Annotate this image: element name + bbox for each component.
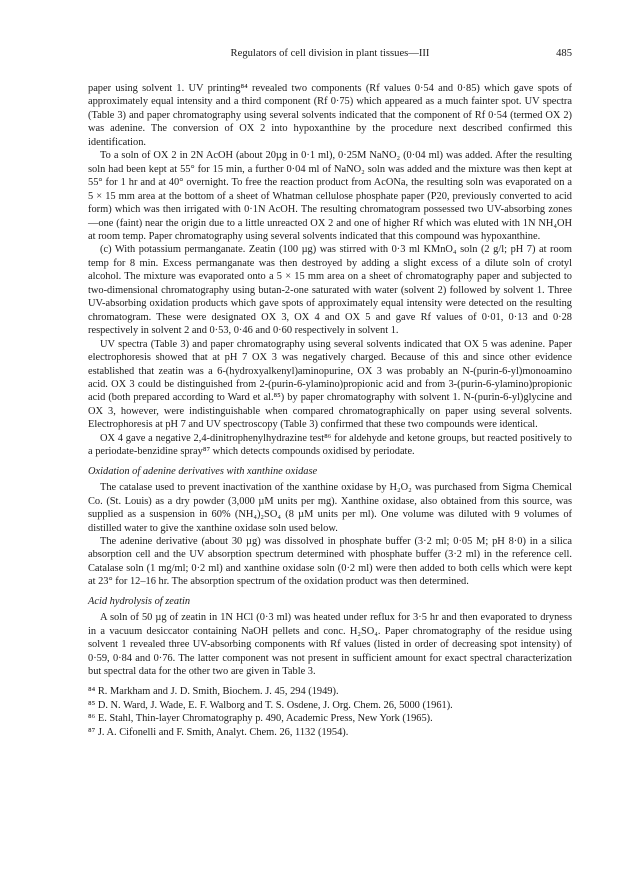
reference-number: ⁸⁴ bbox=[88, 686, 96, 698]
reference-item bbox=[88, 726, 572, 739]
reference-text: D. N. Ward, J. Wade, E. F. Walborg and T. S. Osdene, J. Org. Chem. 26, 5000 (1961). bbox=[97, 699, 453, 711]
paragraph-uv-spectra: UV spectra (Table 3) and paper chromatography using several solvents indicated that OX 5 was adenine. Paper electrophoresis showed that at pH 7 OX 3 was negatively charged. Because of this and since other evidence established that zeatin was a 6-(hydroxyalkenyl)aminopurine, OX 3 was probably an N-(purin-6-yl)monoamino acid. OX 3 could be distinguished from 2-(purin-6-ylamino)propionic acid and from 3-(purin-6-ylamino)propionic acid (both prepared according to Ward et al.⁸⁵) by paper chromatography with solvent 1. N-(purin-6-yl)glycine and OX 3, however, were indistinguishable when compared chromatographically on paper using several solvents. Electrophoresis at pH 7 and UV spectroscopy (Table 3) confirmed that these two compounds were identical. bbox=[88, 338, 572, 431]
page-number: 485 bbox=[556, 48, 572, 59]
reference-number: ⁸⁷ bbox=[88, 726, 96, 738]
article-body bbox=[88, 82, 572, 739]
paragraph-adenine-derivative: The adenine derivative (about 30 µg) was dissolved in phosphate buffer (3·2 ml; 0·05 M; pH 8·0) in a silica absorption cell and the UV absorption spectrum determined with phosphate buffer (3·2 ml) in the reference cell. Catalase soln (1 mg/ml; 0·2 ml) and xanthine oxidase soln (0·2 ml) were then added to both cells which were kept at 23° for 12–16 hr. The absorption spectrum of the oxidation product was then determined. bbox=[88, 535, 572, 588]
paragraph-continued: paper using solvent 1. UV printing⁸⁴ revealed two components (Rf values 0·54 and 0·85) which gave spots of approximately equal intensity and a third component (Rf 0·75) which appeared as a much fainter spot. UV spectra (Table 3) and paper chromatography using several solvents indicated that the component of Rf 0·54 (termed OX 2) was adenine. The conversion of OX 2 into hypoxanthine by the procedure next described confirmed this identification. bbox=[88, 83, 572, 148]
running-header bbox=[88, 47, 572, 61]
paragraph-ox4: OX 4 gave a negative 2,4-dinitrophenylhydrazine test⁸⁶ for aldehyde and ketone groups, but reacted positively to a periodate-benzidine spray⁸⁷ which detects compounds oxidised by periodate. bbox=[88, 432, 572, 458]
reference-item bbox=[88, 699, 572, 712]
paragraph-catalase: The catalase used to prevent inactivation of the xanthine oxidase by H₂O₂ was purchased from Sigma Chemical Co. (St. Louis) as a dry powder (3,000 µM units per mg). Xanthine oxidase, also obtained from this source, was supplied as a suspension in 60% (NH₄)₂SO₄ (8 µM units per ml). One volume was diluted with 9 volumes of distilled water to give the xanthine oxidase soln used below. bbox=[88, 482, 572, 534]
reference-item bbox=[88, 685, 572, 698]
reference-text: J. A. Cifonelli and F. Smith, Analyt. Chem. 26, 1132 (1954). bbox=[97, 726, 349, 738]
paragraph-permanganate: (c) With potassium permanganate. Zeatin (100 µg) was stirred with 0·3 ml KMnO₄ soln (2 g/l; pH 7) at room temp for 8 min. Excess permanganate was then destroyed by adding a slight excess of a dilute soln of crotyl alcohol. The mixture was evaporated onto a 5 × 15 mm area on a sheet of chromatography paper and subjected to two-dimensional chromatography using butan-2-one saturated with water (solvent 2) followed by solvent 1. Three UV-absorbing oxidation products which gave spots of approximately equal intensity were detected on the resulting chromatogram. These were designated OX 3, OX 4 and OX 5 and gave Rf values of 0·01, 0·13 and 0·28 respectively in solvent 2 and 0·53, 0·46 and 0·60 respectively in solvent 1. bbox=[88, 244, 572, 337]
footnote-references bbox=[88, 685, 572, 739]
reference-number: ⁸⁶ bbox=[88, 713, 96, 725]
reference-text: R. Markham and J. D. Smith, Biochem. J. 45, 294 (1949). bbox=[97, 686, 339, 698]
section-heading-acid-hydrolysis: Acid hydrolysis of zeatin bbox=[88, 595, 191, 607]
reference-text: E. Stahl, Thin-layer Chromatography p. 490, Academic Press, New York (1965). bbox=[97, 713, 433, 725]
reference-item bbox=[88, 712, 572, 725]
running-title: Regulators of cell division in plant tissues—III bbox=[230, 48, 430, 59]
section-heading-xanthine-oxidase: Oxidation of adenine derivatives with xanthine oxidase bbox=[88, 465, 318, 477]
paragraph-nitrous-acid: To a soln of OX 2 in 2N AcOH (about 20µg in 0·1 ml), 0·25M NaNO₂ (0·04 ml) was added. After the resulting soln had been kept at 55° for 15 min, a further 0·04 ml of NaNO₂ soln was added and the mixture was then kept at 55° for 1 hr and at 40° overnight. To free the reaction product from AcONa, the resulting soln was evaporated on a 5 × 15 mm area at the bottom of a sheet of Whatman cellulose phosphate paper (P20, previously converted to acid form) which was then irrigated with 0·1N AcOH. The resulting chromatogram possessed two UV-absorbing zones—one (faint) near the origin due to a little unreacted OX 2 and one of higher Rf which was eluted with 1N NH₄OH at room temp. Paper chromatography using several solvents indicated that this compound was hypoxanthine. bbox=[88, 150, 572, 242]
paragraph-acid-hydrolysis: A soln of 50 µg of zeatin in 1N HCl (0·3 ml) was heated under reflux for 3·5 hr and then evaporated to dryness in a vacuum desiccator containing NaOH pellets and conc. H₂SO₄. Paper chromatography of the residue using solvent 1 revealed three UV-absorbing components with Rf values (listed in order of decreasing spot intensity) of 0·59, 0·84 and 0·76. The latter component was not present in sufficient amount for exact spectral characterization but spectral data for the other two are given in Table 3. bbox=[88, 612, 572, 678]
reference-number: ⁸⁵ bbox=[88, 699, 96, 711]
